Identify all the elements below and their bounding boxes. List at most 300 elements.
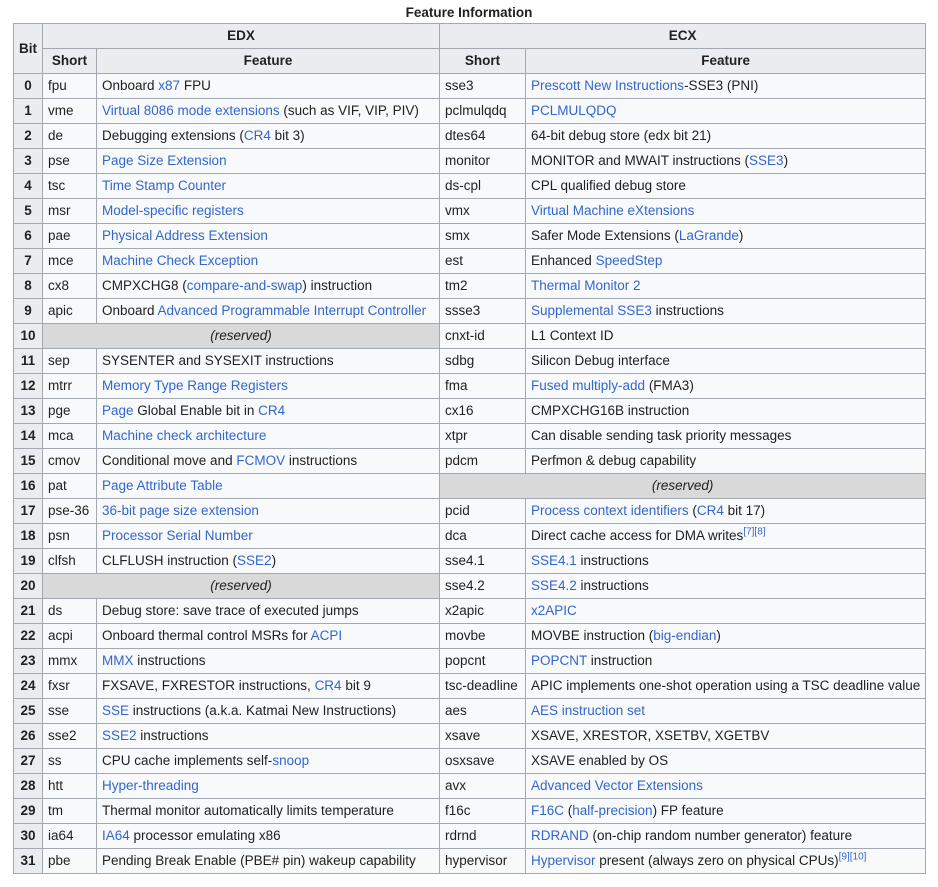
table-row — [14, 824, 926, 849]
edx-feature-cell — [97, 799, 440, 824]
feature-text: present (always zero on physical CPUs) — [595, 853, 839, 868]
feature-text: instructions (a.k.a. Katmai New Instructions) — [129, 703, 397, 718]
feature-link[interactable]: Memory Type Range Registers — [102, 378, 288, 393]
feature-link[interactable]: Machine check architecture — [102, 428, 267, 443]
bit-cell: 24 — [14, 674, 43, 699]
ecx-short-cell: pcid — [440, 499, 526, 524]
feature-text: L1 Context ID — [531, 328, 614, 343]
edx-feature-cell — [97, 399, 440, 424]
feature-link[interactable]: ACPI — [310, 628, 343, 643]
bit-cell: 3 — [14, 149, 43, 174]
ecx-short-cell: x2apic — [440, 599, 526, 624]
edx-short-cell: sep — [43, 349, 97, 374]
edx-short-cell: pse-36 — [43, 499, 97, 524]
ecx-feature-header: Feature — [526, 49, 926, 74]
feature-text: ) — [271, 553, 277, 568]
bit-cell: 20 — [14, 574, 43, 599]
ecx-feature-cell — [526, 424, 926, 449]
table-row — [14, 524, 926, 549]
feature-link[interactable]: 36-bit page size extension — [102, 503, 259, 518]
ecx-feature-cell — [526, 224, 926, 249]
table-row — [14, 424, 926, 449]
ecx-feature-cell — [526, 574, 926, 599]
edx-short-cell: sse2 — [43, 724, 97, 749]
edx-feature-cell — [97, 849, 440, 874]
table-row — [14, 749, 926, 774]
bit-cell: 18 — [14, 524, 43, 549]
table-row — [14, 499, 926, 524]
ecx-feature-cell — [526, 299, 926, 324]
bit-cell: 4 — [14, 174, 43, 199]
bit-cell: 29 — [14, 799, 43, 824]
edx-short-cell: apic — [43, 299, 97, 324]
ecx-feature-cell — [526, 499, 926, 524]
feature-text: Pending Break Enable (PBE# pin) wakeup capability — [102, 853, 416, 868]
edx-short-cell: vme — [43, 99, 97, 124]
feature-text: bit 3) — [270, 128, 305, 143]
ecx-short-cell: pdcm — [440, 449, 526, 474]
ecx-short-cell: rdrnd — [440, 824, 526, 849]
feature-text: Direct cache access for DMA writes — [531, 528, 744, 543]
feature-text: ) — [783, 153, 789, 168]
feature-link[interactable]: Advanced Vector Extensions — [531, 778, 703, 793]
ecx-short-cell: sse3 — [440, 74, 526, 99]
ecx-short-cell: smx — [440, 224, 526, 249]
bit-cell: 8 — [14, 274, 43, 299]
feature-link[interactable]: Supplemental SSE3 — [531, 303, 652, 318]
ecx-feature-cell — [526, 524, 926, 549]
feature-text: Can disable sending task priority messages — [531, 428, 792, 443]
edx-short-cell: ss — [43, 749, 97, 774]
edx-feature-cell — [97, 99, 440, 124]
edx-feature-cell — [97, 649, 440, 674]
ecx-feature-cell — [526, 774, 926, 799]
edx-short-cell: mtrr — [43, 374, 97, 399]
edx-short-cell: pat — [43, 474, 97, 499]
feature-text: CPU cache implements self- — [102, 753, 273, 768]
edx-feature-cell — [97, 674, 440, 699]
edx-feature-cell — [97, 499, 440, 524]
ecx-feature-cell — [526, 674, 926, 699]
edx-feature-cell — [97, 74, 440, 99]
edx-reserved-cell: (reserved) — [43, 574, 440, 599]
edx-feature-cell — [97, 599, 440, 624]
edx-feature-cell — [97, 749, 440, 774]
ecx-short-cell: sse4.1 — [440, 549, 526, 574]
bit-cell: 26 — [14, 724, 43, 749]
edx-short-cell: pae — [43, 224, 97, 249]
feature-link[interactable]: SSE4.2 — [531, 578, 577, 593]
citation-link[interactable]: [7][8] — [743, 526, 766, 538]
bit-cell: 17 — [14, 499, 43, 524]
feature-link[interactable]: IA64 — [102, 828, 130, 843]
feature-link[interactable]: LaGrande — [678, 228, 739, 243]
feature-text: FXSAVE, FXRESTOR instructions, — [102, 678, 315, 693]
table-row — [14, 74, 926, 99]
ecx-short-cell: sdbg — [440, 349, 526, 374]
table-row — [14, 674, 926, 699]
feature-table — [13, 23, 926, 874]
edx-short-cell: psn — [43, 524, 97, 549]
ecx-feature-cell — [526, 174, 926, 199]
feature-link[interactable]: SSE — [102, 703, 130, 718]
bit-cell: 19 — [14, 549, 43, 574]
bit-cell: 14 — [14, 424, 43, 449]
feature-text: APIC implements one-shot operation using a TSC deadline value — [531, 678, 921, 693]
feature-link[interactable]: x87 — [158, 78, 181, 93]
feature-link[interactable]: Prescott New Instructions — [531, 78, 685, 93]
ecx-feature-cell — [526, 724, 926, 749]
edx-feature-cell — [97, 349, 440, 374]
table-row — [14, 624, 926, 649]
feature-text: XSAVE enabled by OS — [531, 753, 669, 768]
ecx-short-cell: popcnt — [440, 649, 526, 674]
feature-link[interactable]: Processor Serial Number — [102, 528, 253, 543]
table-row — [14, 474, 926, 499]
feature-text: Enhanced — [531, 253, 596, 268]
edx-feature-cell — [97, 524, 440, 549]
bit-cell: 22 — [14, 624, 43, 649]
edx-feature-cell — [97, 374, 440, 399]
bit-cell: 27 — [14, 749, 43, 774]
bit-cell: 25 — [14, 699, 43, 724]
feature-text: instructions — [576, 553, 649, 568]
feature-link[interactable]: AES instruction set — [531, 703, 646, 718]
ecx-feature-cell — [526, 249, 926, 274]
ecx-short-cell: movbe — [440, 624, 526, 649]
feature-link[interactable]: Virtual Machine eXtensions — [531, 203, 695, 218]
bit-cell: 11 — [14, 349, 43, 374]
feature-text: bit 9 — [341, 678, 371, 693]
table-row — [14, 699, 926, 724]
edx-short-cell: cx8 — [43, 274, 97, 299]
table-row — [14, 199, 926, 224]
table-row — [14, 299, 926, 324]
feature-link[interactable]: Machine Check Exception — [102, 253, 259, 268]
table-row — [14, 724, 926, 749]
table-body — [14, 74, 926, 874]
feature-link[interactable]: SSE3 — [749, 153, 784, 168]
ecx-short-cell: cx16 — [440, 399, 526, 424]
feature-link[interactable]: half-precision — [572, 803, 653, 818]
edx-feature-cell — [97, 449, 440, 474]
edx-short-cell: sse — [43, 699, 97, 724]
table-row — [14, 599, 926, 624]
edx-short-cell: acpi — [43, 624, 97, 649]
feature-text: ) — [738, 228, 744, 243]
feature-link[interactable]: Process context identifiers — [531, 503, 689, 518]
ecx-feature-cell — [526, 99, 926, 124]
feature-text: bit 17) — [723, 503, 766, 518]
edx-short-cell: msr — [43, 199, 97, 224]
ecx-short-cell: ssse3 — [440, 299, 526, 324]
ecx-short-cell: ds-cpl — [440, 174, 526, 199]
edx-feature-cell — [97, 424, 440, 449]
ecx-header: ECX — [440, 24, 926, 49]
feature-link[interactable]: MMX — [102, 653, 134, 668]
bit-cell: 7 — [14, 249, 43, 274]
ecx-feature-cell — [526, 74, 926, 99]
feature-link[interactable]: RDRAND — [531, 828, 589, 843]
ecx-short-cell: hypervisor — [440, 849, 526, 874]
edx-feature-header: Feature — [97, 49, 440, 74]
feature-link[interactable]: Fused multiply-add — [531, 378, 646, 393]
ecx-feature-cell — [526, 699, 926, 724]
ecx-short-header: Short — [440, 49, 526, 74]
ecx-feature-cell — [526, 449, 926, 474]
edx-short-cell: cmov — [43, 449, 97, 474]
feature-text: ( — [564, 803, 573, 818]
feature-link[interactable]: CR4 — [696, 503, 724, 518]
ecx-short-cell: monitor — [440, 149, 526, 174]
feature-text: instructions — [133, 653, 206, 668]
feature-link[interactable]: Physical Address Extension — [102, 228, 268, 243]
bit-cell: 0 — [14, 74, 43, 99]
ecx-short-cell: xtpr — [440, 424, 526, 449]
bit-cell: 21 — [14, 599, 43, 624]
table-row — [14, 324, 926, 349]
ecx-short-cell: pclmulqdq — [440, 99, 526, 124]
edx-feature-cell — [97, 774, 440, 799]
ecx-short-cell: est — [440, 249, 526, 274]
ecx-feature-cell — [526, 399, 926, 424]
feature-text: Onboard — [102, 303, 158, 318]
feature-link[interactable]: F16C — [531, 803, 565, 818]
edx-short-cell: ia64 — [43, 824, 97, 849]
ecx-feature-cell — [526, 849, 926, 874]
feature-link[interactable]: Hypervisor — [531, 853, 596, 868]
feature-link[interactable]: Page Size Extension — [102, 153, 227, 168]
feature-link[interactable]: Page — [102, 403, 134, 418]
ecx-feature-cell — [526, 549, 926, 574]
feature-link[interactable]: Page Attribute Table — [102, 478, 223, 493]
ecx-feature-cell — [526, 824, 926, 849]
ecx-feature-cell — [526, 374, 926, 399]
ecx-short-cell: dca — [440, 524, 526, 549]
ecx-short-cell: tm2 — [440, 274, 526, 299]
ecx-feature-cell — [526, 149, 926, 174]
table-row — [14, 99, 926, 124]
feature-text: (FMA3) — [645, 378, 694, 393]
bit-cell: 5 — [14, 199, 43, 224]
feature-text: Debugging extensions ( — [102, 128, 244, 143]
edx-feature-cell — [97, 299, 440, 324]
feature-link[interactable]: big-endian — [653, 628, 717, 643]
feature-text: CMPXCHG16B instruction — [531, 403, 690, 418]
ecx-feature-cell — [526, 349, 926, 374]
feature-text: instructions — [136, 728, 209, 743]
edx-short-header: Short — [43, 49, 97, 74]
feature-text: ) FP feature — [652, 803, 724, 818]
bit-cell: 30 — [14, 824, 43, 849]
table-row — [14, 574, 926, 599]
edx-feature-cell — [97, 149, 440, 174]
feature-text: Global Enable bit in — [133, 403, 259, 418]
edx-feature-cell — [97, 624, 440, 649]
table-row — [14, 799, 926, 824]
bit-cell: 2 — [14, 124, 43, 149]
ecx-short-cell: cnxt-id — [440, 324, 526, 349]
edx-feature-cell — [97, 174, 440, 199]
edx-feature-cell — [97, 474, 440, 499]
bit-cell: 9 — [14, 299, 43, 324]
table-row — [14, 399, 926, 424]
bit-cell: 28 — [14, 774, 43, 799]
feature-link[interactable]: CR4 — [243, 128, 271, 143]
ecx-feature-cell — [526, 624, 926, 649]
bit-cell: 6 — [14, 224, 43, 249]
feature-link[interactable]: Virtual 8086 mode extensions — [102, 103, 280, 118]
ecx-short-cell: aes — [440, 699, 526, 724]
edx-short-cell: clfsh — [43, 549, 97, 574]
edx-short-cell: mca — [43, 424, 97, 449]
ecx-short-cell: osxsave — [440, 749, 526, 774]
feature-text: CPL qualified debug store — [531, 178, 686, 193]
table-row — [14, 449, 926, 474]
edx-short-cell: htt — [43, 774, 97, 799]
edx-header: EDX — [43, 24, 440, 49]
feature-link[interactable]: SSE4.1 — [531, 553, 577, 568]
table-row — [14, 224, 926, 249]
edx-short-cell: ds — [43, 599, 97, 624]
ecx-feature-cell — [526, 199, 926, 224]
table-row — [14, 849, 926, 874]
feature-text: MOVBE instruction ( — [531, 628, 654, 643]
edx-short-cell: tm — [43, 799, 97, 824]
table-row — [14, 274, 926, 299]
feature-text: Onboard — [102, 78, 159, 93]
bit-cell: 31 — [14, 849, 43, 874]
edx-short-cell: mce — [43, 249, 97, 274]
feature-text: Thermal monitor automatically limits temperature — [102, 803, 394, 818]
feature-text: CMPXCHG8 ( — [102, 278, 187, 293]
ecx-feature-cell — [526, 649, 926, 674]
feature-link[interactable]: Time Stamp Counter — [102, 178, 227, 193]
ecx-short-cell: xsave — [440, 724, 526, 749]
ecx-reserved-cell: (reserved) — [440, 474, 926, 499]
ecx-feature-cell — [526, 749, 926, 774]
feature-link[interactable]: x2APIC — [531, 603, 577, 618]
feature-text: (on-chip random number generator) feature — [588, 828, 853, 843]
edx-short-cell: de — [43, 124, 97, 149]
table-row — [14, 374, 926, 399]
bit-cell: 23 — [14, 649, 43, 674]
ecx-short-cell: fma — [440, 374, 526, 399]
table-row — [14, 124, 926, 149]
feature-link[interactable]: Thermal Monitor 2 — [531, 278, 641, 293]
edx-short-cell: pge — [43, 399, 97, 424]
edx-feature-cell — [97, 549, 440, 574]
feature-text: -SSE3 (PNI) — [684, 78, 759, 93]
table-caption: Feature Information — [405, 5, 533, 20]
bit-cell: 16 — [14, 474, 43, 499]
feature-text: ) instruction — [302, 278, 373, 293]
feature-link[interactable]: CR4 — [258, 403, 286, 418]
ecx-feature-cell — [526, 324, 926, 349]
feature-link[interactable]: SpeedStep — [595, 253, 663, 268]
table-row — [14, 249, 926, 274]
ecx-short-cell: dtes64 — [440, 124, 526, 149]
ecx-short-cell: avx — [440, 774, 526, 799]
feature-link[interactable]: Model-specific registers — [102, 203, 244, 218]
feature-text: ( — [688, 503, 697, 518]
feature-text: Silicon Debug interface — [531, 353, 670, 368]
feature-text: Conditional move and — [102, 453, 237, 468]
feature-link[interactable]: PCLMULQDQ — [531, 103, 617, 118]
edx-short-cell: fxsr — [43, 674, 97, 699]
edx-feature-cell — [97, 274, 440, 299]
edx-feature-cell — [97, 699, 440, 724]
ecx-feature-cell — [526, 124, 926, 149]
feature-text: Onboard thermal control MSRs for — [102, 628, 311, 643]
feature-link[interactable]: snoop — [272, 753, 310, 768]
ecx-feature-cell — [526, 599, 926, 624]
edx-feature-cell — [97, 724, 440, 749]
feature-text: Safer Mode Extensions ( — [531, 228, 679, 243]
feature-link[interactable]: CR4 — [314, 678, 342, 693]
feature-text: instructions — [285, 453, 358, 468]
table-row — [14, 549, 926, 574]
edx-feature-cell — [97, 249, 440, 274]
edx-feature-cell — [97, 199, 440, 224]
feature-text: 64-bit debug store (edx bit 21) — [531, 128, 712, 143]
feature-text: processor emulating x86 — [129, 828, 281, 843]
feature-text: SYSENTER and SYSEXIT instructions — [102, 353, 334, 368]
feature-text: CLFLUSH instruction ( — [102, 553, 238, 568]
bit-cell: 13 — [14, 399, 43, 424]
feature-link[interactable]: FCMOV — [236, 453, 286, 468]
edx-short-cell: fpu — [43, 74, 97, 99]
feature-link[interactable]: SSE2 — [237, 553, 272, 568]
feature-text: instructions — [651, 303, 724, 318]
ecx-feature-cell — [526, 274, 926, 299]
feature-link[interactable]: Advanced Programmable Interrupt Controller — [157, 303, 427, 318]
edx-feature-cell — [97, 224, 440, 249]
ecx-short-cell: f16c — [440, 799, 526, 824]
ecx-feature-cell — [526, 799, 926, 824]
bit-cell: 12 — [14, 374, 43, 399]
table-row — [14, 149, 926, 174]
feature-text: instruction — [587, 653, 653, 668]
bit-cell: 10 — [14, 324, 43, 349]
edx-short-cell: mmx — [43, 649, 97, 674]
feature-text: MONITOR and MWAIT instructions ( — [531, 153, 750, 168]
feature-link[interactable]: SSE2 — [102, 728, 137, 743]
citation-link[interactable]: [9][10] — [838, 851, 867, 863]
ecx-short-cell: tsc-deadline — [440, 674, 526, 699]
feature-link[interactable]: compare-and-swap — [186, 278, 303, 293]
table-row — [14, 349, 926, 374]
edx-feature-cell — [97, 824, 440, 849]
table-row — [14, 774, 926, 799]
feature-text: FPU — [180, 78, 211, 93]
feature-text: instructions — [576, 578, 649, 593]
feature-text: Perfmon & debug capability — [531, 453, 697, 468]
feature-link[interactable]: Hyper-threading — [102, 778, 199, 793]
edx-short-cell: pse — [43, 149, 97, 174]
feature-text: XSAVE, XRESTOR, XSETBV, XGETBV — [531, 728, 770, 743]
edx-feature-cell — [97, 124, 440, 149]
feature-text: ) — [716, 628, 721, 643]
table-row — [14, 649, 926, 674]
bit-header: Bit — [14, 24, 43, 74]
edx-short-cell: tsc — [43, 174, 97, 199]
edx-short-cell: pbe — [43, 849, 97, 874]
feature-link[interactable]: POPCNT — [531, 653, 588, 668]
ecx-short-cell: vmx — [440, 199, 526, 224]
bit-cell: 15 — [14, 449, 43, 474]
table-row — [14, 174, 926, 199]
